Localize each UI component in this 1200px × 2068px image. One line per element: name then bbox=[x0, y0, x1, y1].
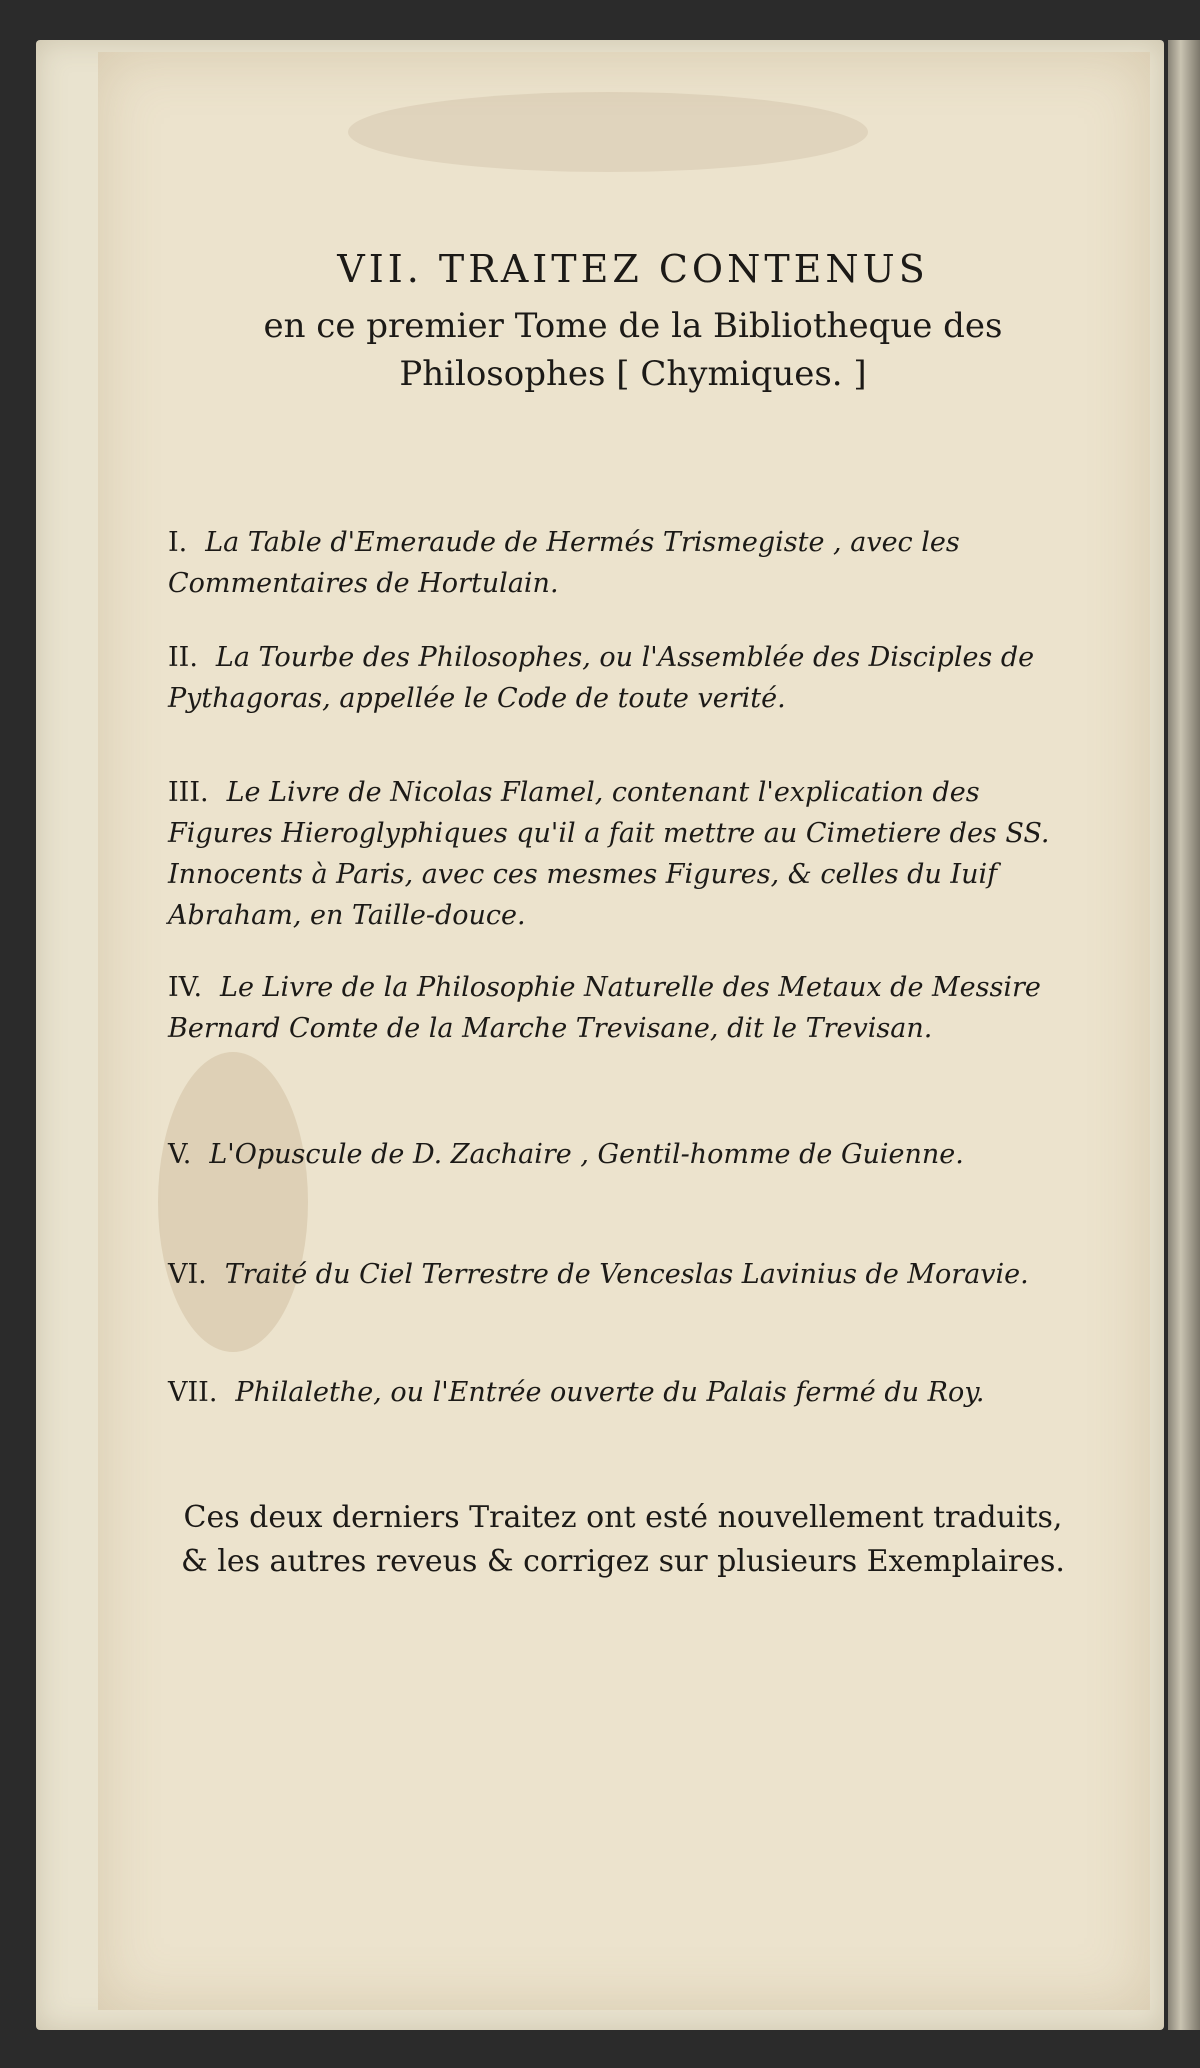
contents-entry bbox=[168, 1254, 1078, 1295]
entry-text: Le Livre de la Philosophie Naturelle des Metaux de Messire Bernard Comte de la Marche Trevisane, dit le Trevisan. bbox=[168, 972, 1041, 1044]
page-subtitle: en ce premier Tome de la Bibliotheque des Philosophes [ Chymiques. ] bbox=[263, 306, 1003, 394]
book-edge bbox=[1168, 40, 1200, 2030]
entry-text: Le Livre de Nicolas Flamel, contenant l'explication des Figures Hieroglyphiques qu'il a fait mettre au Cimetiere des SS. Innocents à Paris, avec ces mesmes Figures, & celles du Iuif Abraham, en Taille-douce. bbox=[168, 777, 1050, 931]
contents-entry bbox=[168, 967, 1078, 1049]
entry-number: VI. bbox=[168, 1259, 207, 1290]
entry-number: III. bbox=[168, 777, 209, 808]
entry-number: IV. bbox=[168, 972, 203, 1003]
entry-text: Philalethe, ou l'Entrée ouverte du Palais fermé du Roy. bbox=[235, 1377, 985, 1408]
contents-entry bbox=[168, 1134, 1078, 1175]
entry-text: Traité du Ciel Terrestre de Venceslas Lavinius de Moravie. bbox=[224, 1259, 1029, 1290]
contents-entry bbox=[168, 637, 1078, 719]
entry-number: VII. bbox=[168, 1377, 218, 1408]
contents-entry bbox=[168, 772, 1078, 936]
page-title: VII. TRAITEZ CONTENUS bbox=[337, 247, 929, 291]
contents-entry bbox=[168, 1372, 1078, 1413]
closing-note: Ces deux derniers Traitez ont esté nouvellement traduits, & les autres reveus & corrigez sur plusieurs Exemplaires. bbox=[181, 1500, 1065, 1579]
entry-text: La Table d'Emeraude de Hermés Trismegiste , avec les Commentaires de Hortulain. bbox=[168, 527, 960, 599]
contents-entry bbox=[168, 522, 1078, 604]
book-page bbox=[98, 52, 1150, 2010]
entry-number: V. bbox=[168, 1139, 192, 1170]
entry-text: La Tourbe des Philosophes, ou l'Assemblée des Disciples de Pythagoras, appellée le Code de toute verité. bbox=[168, 642, 1035, 714]
table-of-contents bbox=[98, 52, 1150, 2010]
entry-number: II. bbox=[168, 642, 198, 673]
entry-text: L'Opuscule de D. Zachaire , Gentil-homme de Guienne. bbox=[209, 1139, 964, 1170]
entry-number: I. bbox=[168, 527, 188, 558]
